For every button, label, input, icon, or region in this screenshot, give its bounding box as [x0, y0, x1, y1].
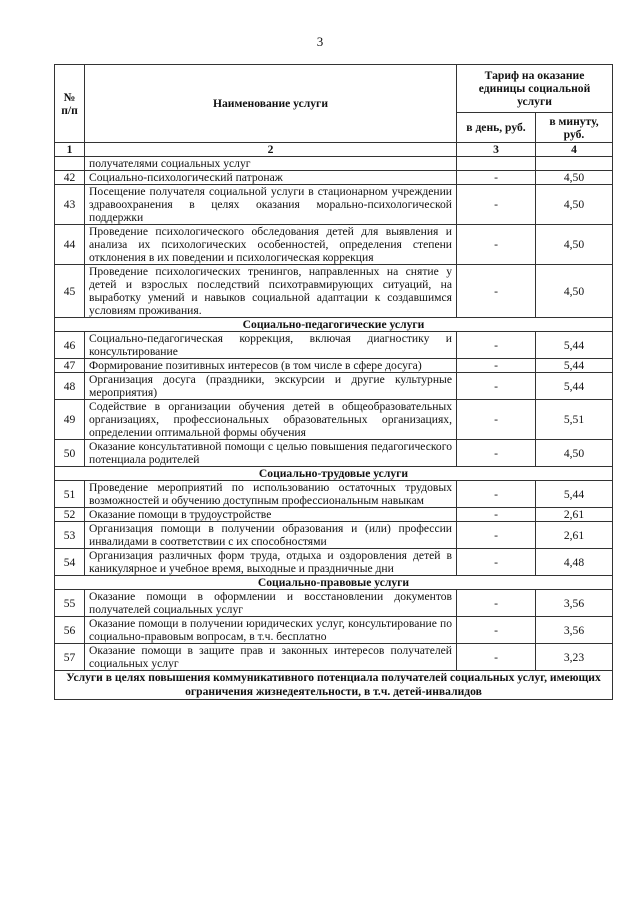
row-number: 45: [55, 265, 85, 318]
table-row: [55, 373, 613, 400]
tariff-per-minute: 4,50: [536, 440, 613, 467]
tariff-per-day: -: [457, 225, 536, 265]
header-per-minute: в минуту, руб.: [536, 113, 613, 143]
tariff-per-day: -: [457, 617, 536, 644]
tariff-per-minute: 3,23: [536, 644, 613, 671]
service-name: Оказание консультативной помощи с целью повышения педагогического потенциала родителей: [85, 440, 457, 467]
tariff-per-minute: 4,50: [536, 185, 613, 225]
table-row: [55, 185, 613, 225]
service-name: Социально-психологический патронаж: [85, 171, 457, 185]
service-name: Проведение мероприятий по использованию остаточных трудовых возможностей и обучению доступным профессиональным навыкам: [85, 481, 457, 508]
final-section-row: [55, 671, 613, 700]
column-number: 1: [55, 143, 85, 157]
row-number: 57: [55, 644, 85, 671]
header-name: Наименование услуги: [85, 65, 457, 143]
tariff-per-minute: [536, 157, 613, 171]
table-row: [55, 617, 613, 644]
tariff-per-day: -: [457, 440, 536, 467]
section-row: [55, 576, 613, 590]
tariff-per-minute: 3,56: [536, 590, 613, 617]
tariff-per-minute: 5,44: [536, 359, 613, 373]
service-name: получателями социальных услуг: [85, 157, 457, 171]
tariff-per-minute: 5,44: [536, 332, 613, 359]
tariff-per-day: [457, 157, 536, 171]
final-section-title: Услуги в целях повышения коммуникативного потенциала получателей социальных услуг, имеющих ограничения жизнедеятельности, в т.ч. детей-инвалидов: [55, 671, 613, 700]
tariff-per-day: -: [457, 522, 536, 549]
table-row: [55, 359, 613, 373]
tariff-table: [54, 64, 613, 700]
service-name: Организация различных форм труда, отдыха и оздоровления детей в каникулярное и учебное время, выходные и праздничные дни: [85, 549, 457, 576]
section-title: Социально-педагогические услуги: [55, 318, 613, 332]
column-number-row: [55, 143, 613, 157]
service-name: Организация помощи в получении образования и (или) профессии инвалидами в соответствии с их способностями: [85, 522, 457, 549]
table-row: [55, 157, 613, 171]
row-number: 50: [55, 440, 85, 467]
tariff-per-minute: 3,56: [536, 617, 613, 644]
table-row: [55, 522, 613, 549]
column-number: 3: [457, 143, 536, 157]
table-row: [55, 481, 613, 508]
section-title: Социально-правовые услуги: [55, 576, 613, 590]
section-row: [55, 467, 613, 481]
tariff-per-day: -: [457, 171, 536, 185]
row-number: 55: [55, 590, 85, 617]
table-row: [55, 225, 613, 265]
row-number: 47: [55, 359, 85, 373]
service-name: Посещение получателя социальной услуги в стационарном учреждении здравоохранения в целях оказания морально-психологической поддержки: [85, 185, 457, 225]
tariff-per-minute: 5,51: [536, 400, 613, 440]
tariff-per-day: -: [457, 359, 536, 373]
row-number: 56: [55, 617, 85, 644]
tariff-per-day: -: [457, 508, 536, 522]
row-number: 52: [55, 508, 85, 522]
tariff-table-body: [55, 157, 613, 671]
header-per-day: в день, руб.: [457, 113, 536, 143]
section-row: [55, 318, 613, 332]
section-title: Социально-трудовые услуги: [55, 467, 613, 481]
service-name: Оказание помощи в получении юридических услуг, консультирование по социально-правовым вопросам, в т.ч. бесплатно: [85, 617, 457, 644]
tariff-per-minute: 2,61: [536, 522, 613, 549]
tariff-per-day: -: [457, 373, 536, 400]
table-row: [55, 549, 613, 576]
service-name: Социально-педагогическая коррекция, включая диагностику и консультирование: [85, 332, 457, 359]
row-number: 44: [55, 225, 85, 265]
tariff-per-minute: 4,50: [536, 265, 613, 318]
tariff-per-day: -: [457, 590, 536, 617]
page-number: 3: [316, 34, 324, 49]
table-row: [55, 508, 613, 522]
service-name: Формирование позитивных интересов (в том числе в сфере досуга): [85, 359, 457, 373]
column-number: 4: [536, 143, 613, 157]
header-num: № п/п: [55, 65, 85, 143]
service-name: Организация досуга (праздники, экскурсии и другие культурные мероприятия): [85, 373, 457, 400]
row-number: 43: [55, 185, 85, 225]
tariff-per-day: -: [457, 481, 536, 508]
tariff-per-minute: 4,50: [536, 171, 613, 185]
column-number: 2: [85, 143, 457, 157]
row-number: 54: [55, 549, 85, 576]
service-name: Проведение психологических тренингов, направленных на снятие у детей и взрослых последствий психотравмирующих ситуаций, на выработку умений и навыков социальной адаптации к создавшимся условиям проживания.: [85, 265, 457, 318]
row-number: 51: [55, 481, 85, 508]
row-number: 53: [55, 522, 85, 549]
row-number: 49: [55, 400, 85, 440]
service-name: Содействие в организации обучения детей в общеобразовательных организациях, профессиональных образовательных организациях, определении оптимальной формы обучения: [85, 400, 457, 440]
tariff-per-minute: 5,44: [536, 481, 613, 508]
tariff-per-day: -: [457, 549, 536, 576]
service-name: Оказание помощи в оформлении и восстановлении документов получателей социальных услуг: [85, 590, 457, 617]
service-name: Оказание помощи в защите прав и законных интересов получателей социальных услуг: [85, 644, 457, 671]
service-name: Оказание помощи в трудоустройстве: [85, 508, 457, 522]
tariff-per-day: -: [457, 265, 536, 318]
tariff-per-day: -: [457, 332, 536, 359]
row-number: 46: [55, 332, 85, 359]
header-tariff: Тариф на оказание единицы социальной услуги: [457, 65, 613, 113]
tariff-per-minute: 4,48: [536, 549, 613, 576]
tariff-per-minute: 5,44: [536, 373, 613, 400]
table-row: [55, 590, 613, 617]
row-number: 48: [55, 373, 85, 400]
table-row: [55, 440, 613, 467]
tariff-per-day: -: [457, 185, 536, 225]
service-name: Проведение психологического обследования детей для выявления и анализа их психологических особенностей, определения степени отклонения в их поведении и психологическая коррекция: [85, 225, 457, 265]
tariff-per-day: -: [457, 644, 536, 671]
tariff-per-minute: 2,61: [536, 508, 613, 522]
table-row: [55, 332, 613, 359]
table-row: [55, 265, 613, 318]
table-row: [55, 171, 613, 185]
tariff-per-day: -: [457, 400, 536, 440]
row-number: [55, 157, 85, 171]
table-row: [55, 400, 613, 440]
table-row: [55, 644, 613, 671]
tariff-per-minute: 4,50: [536, 225, 613, 265]
row-number: 42: [55, 171, 85, 185]
